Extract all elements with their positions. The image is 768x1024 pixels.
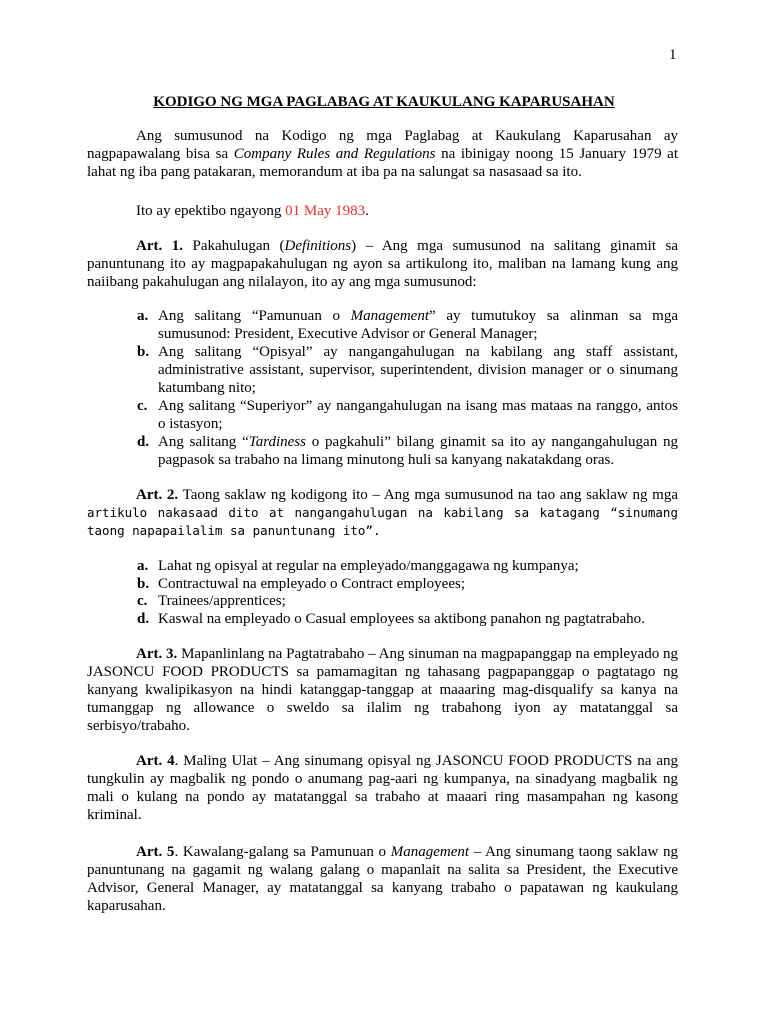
list-marker: d. [137, 610, 150, 627]
list-item-italic: Management [350, 308, 429, 324]
list-marker: a. [137, 308, 149, 324]
list-marker: a. [137, 558, 149, 574]
list-item [137, 343, 678, 397]
effective-paragraph [87, 202, 678, 220]
list-item-text-end: ” ay tumutukoy sa alinman sa mga sumusunod: President, Executive Advisor or General Manager; [158, 308, 678, 342]
article-5-italic: Management [390, 844, 470, 860]
article-4-paragraph [87, 752, 678, 824]
article-3-label: Art. 3. [136, 646, 178, 662]
list-marker: c. [137, 593, 148, 609]
list-item-text: Ang salitang “Superiyor” ay nangangahulugan na isang mas mataas na ranggo, antos o istasyon; [158, 398, 678, 432]
article-5-text-b: – Ang sinumang taong saklaw ng panuntunang na gagamit ng walang galang o mapanlait na salita sa President, the Executive Advisor, General Manager, ay matatanggal sa kanyang trabaho o papatawan ng kaukulang kaparusahan. [87, 844, 678, 914]
intro-text-end: na ibinigay noong 15 January 1979 at lahat ng iba pang patakaran, memorandum at iba pa na salungat sa nasasaad sa ito. [87, 146, 679, 180]
list-item [137, 433, 678, 469]
list-item [137, 558, 678, 576]
intro-text: Ang sumusunod na Kodigo ng mga Paglabag at Kaukulang Kaparusahan ay nagpapawalang bisa sa [87, 128, 678, 162]
article-1-paragraph [87, 237, 678, 291]
article-1-text-a: Pakahulugan ( [183, 238, 285, 254]
article-1-text-b: ) – Ang mga sumusunod na salitang ginamit sa panuntunang ito ay magpapakahulugan ng ayon sa artikulong ito, maliban na lamang kung ang naiibang pakahulugan ang nilalayon, ito ay ang mga sumusunod: [87, 238, 678, 290]
list-item [137, 611, 678, 629]
effective-prefix: Ito ay epektibo ngayong [136, 203, 286, 219]
page-number: 1 [669, 47, 677, 63]
effective-suffix: . [365, 203, 369, 219]
list-marker: c. [137, 398, 148, 414]
list-marker: b. [137, 575, 150, 592]
article-5-paragraph [87, 843, 678, 915]
article-1-label: Art. 1. [136, 238, 183, 254]
intro-paragraph [87, 127, 678, 181]
list-item-text: Ang salitang “Pamunuan o [158, 308, 351, 324]
article-2-coverage-list [137, 558, 678, 628]
list-item [137, 397, 678, 433]
document-title: KODIGO NG MGA PAGLABAG AT KAUKULANG KAPARUSAHAN [153, 94, 615, 110]
article-3-text: Mapanlinlang na Pagtatrabaho – Ang sinuman na magpapanggap na empleyado ng JASONCU FOOD PRODUCTS sa pamamagitan ng tahasang pagpapanggap o pagtatago ng kanyang kwalipikasyon na hindi katanggap-tanggap at maaaring mag-disqualify sa kanya na tumanggap ng allowance o sweldo sa ilalim ng trabahong iyon ay matatanggal sa serbisyo/trabaho. [87, 646, 678, 734]
article-1-italic: Definitions [284, 238, 352, 254]
list-marker: b. [137, 344, 150, 360]
list-item-text: Trainees/apprentices; [158, 593, 286, 609]
article-2-label: Art. 2. [136, 487, 179, 503]
article-2-paragraph [87, 486, 678, 540]
article-2-text-mono: artikulo nakasaad dito at nangangahulugan na kabilang sa katagang “sinumang taong napapailalim sa panuntunang ito”. [87, 505, 678, 538]
article-1-definitions-list [137, 307, 678, 469]
article-4-label: Art. 4 [136, 753, 175, 769]
article-2-text: Taong saklaw ng kodigong ito – Ang mga sumusunod na tao ang saklaw ng mga [178, 487, 678, 503]
article-5-text-a: . Kawalang-galang sa Pamunuan o [174, 844, 391, 860]
list-item-text: Kaswal na empleyado o Casual employees sa aktibong panahon ng pagtatrabaho. [158, 610, 645, 627]
intro-italic: Company Rules and Regulations [233, 146, 436, 162]
list-item-italic: Tardiness [248, 434, 306, 450]
list-item-text: Lahat ng opisyal at regular na empleyado/manggagawa ng kumpanya; [158, 558, 579, 574]
list-item [137, 576, 678, 594]
list-item-text: Ang salitang “Opisyal” ay nangangahulugan na kabilang ang staff assistant, administrative assistant, supervisor, superintendent, division manager or o sinumang katumbang nito; [158, 344, 678, 396]
article-4-text: . Maling Ulat – Ang sinumang opisyal ng JASONCU FOOD PRODUCTS na ang tungkulin ay magbalik ng pondo o anumang pag-aari ng kumpanya, na sinadyang magbalik ng mali o kulang na pondo ay matatanggal sa trabaho at maaari ring masampahan ng kasong kriminal. [87, 753, 678, 823]
article-3-paragraph [87, 645, 678, 735]
effective-date: 01 May 1983 [285, 203, 366, 219]
list-item-text: Contractuwal na empleyado o Contract employees; [158, 575, 465, 592]
article-5-label: Art. 5 [136, 844, 175, 860]
list-item [137, 593, 678, 611]
list-marker: d. [137, 434, 150, 450]
list-item-text: Ang salitang “ [158, 434, 249, 450]
list-item-text-end: o pagkahuli” bilang ginamit sa ito ay nangangahulugan ng pagpasok sa trabaho na limang minutong huli sa kanyang nakatakdang oras. [158, 434, 678, 468]
list-item [137, 307, 678, 343]
